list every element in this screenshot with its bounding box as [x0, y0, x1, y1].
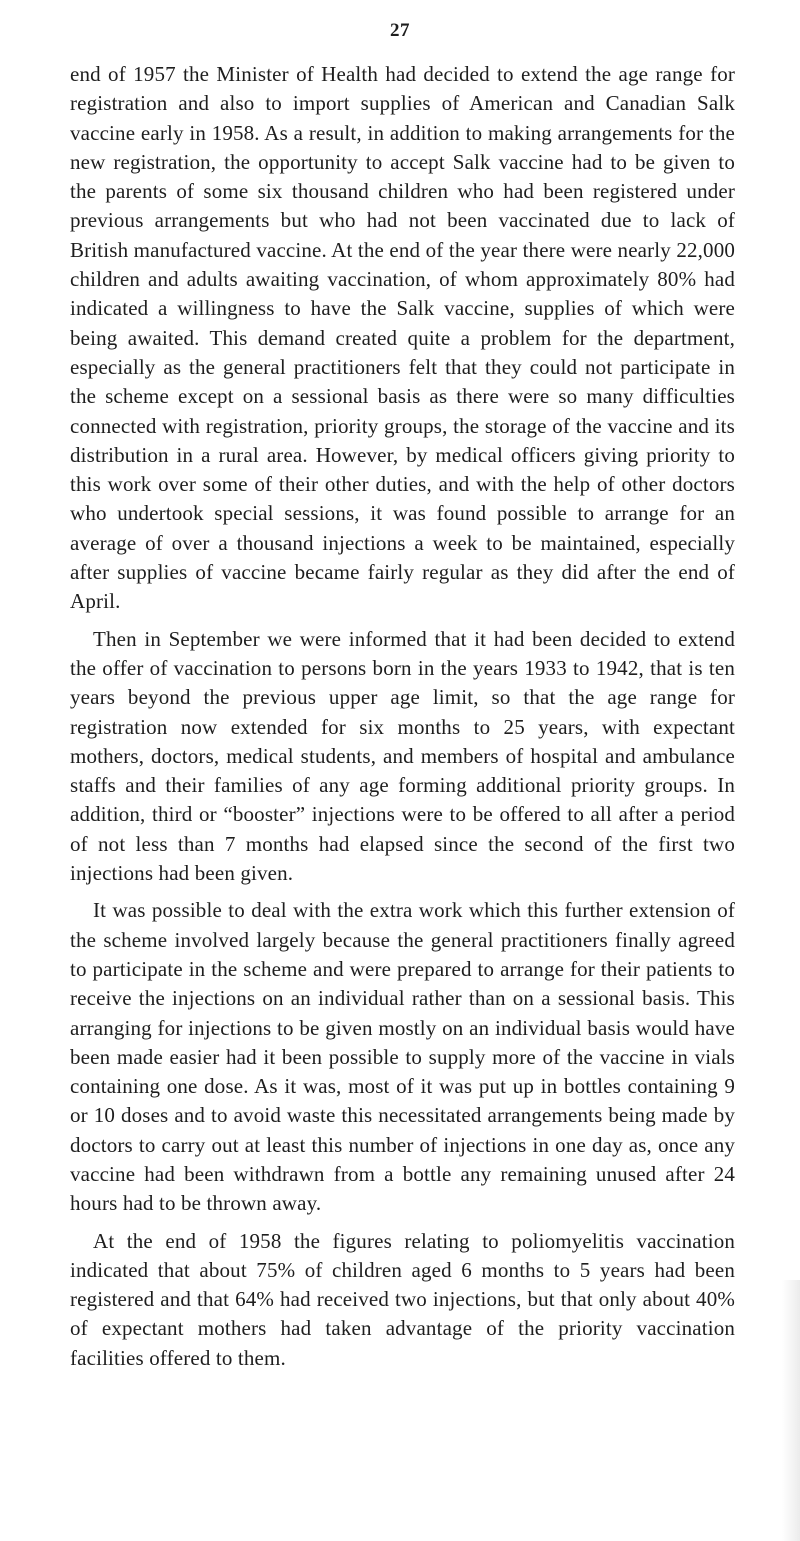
paragraph-1: end of 1957 the Minister of Health had decided to extend the age range for registration and also to import supplies of American and Canadian Salk vaccine early in 1958. As a result, in addition to making arrangements for the new registration, the opportunity to accept Salk vaccine had to be given to the parents of some six thousand children who had been registered under previous arrangements but who had not been vaccinated due to lack of British manufactured vaccine. At the end of the year there were nearly 22,000 children and adults awaiting vaccination, of whom approximately 80% had indicated a willingness to have the Salk vaccine, supplies of which were being awaited. This demand created quite a problem for the department, especially as the general practitioners felt that they could not participate in the scheme except on a sessional basis as there were so many difficulties connected with registration, priority groups, the storage of the vaccine and its distribution in a rural area. However, by medical officers giving priority to this work over some of their other duties, and with the help of other doctors who undertook special sessions, it was found possible to arrange for an average of over a thousand injections a week to be maintained, especially after supplies of vaccine became fairly regular as they did after the end of April. — [70, 62, 735, 614]
paragraph-4: At the end of 1958 the figures relating to poliomyelitis vaccination indicated that about 75% of children aged 6 months to 5 years had been registered and that 64% had received two injections, but that only about 40% of expectant mothers had taken advantage of the priority vaccination facilities offered to them. — [70, 1228, 735, 1370]
paragraph-2: Then in September we were informed that it had been decided to extend the offer of vaccination to persons born in the years 1933 to 1942, that is ten years beyond the previous upper age limit, so that the age range for registration now extended for six months to 25 years, with expectant mothers, doctors, medical students, and members of hospital and ambulance staffs and their families of any age forming additional priority groups. In addition, third or “booster” injections were to be offered to all after a period of not less than 7 months had elapsed since the second of the first two injections had been given. — [70, 626, 735, 886]
body-text — [70, 60, 735, 1381]
page-number: 27 — [390, 20, 410, 41]
paragraph-3: It was possible to deal with the extra work which this further extension of the scheme involved largely because the general practitioners finally agreed to participate in the scheme and were prepared to arrange for their patients to receive the injections on an individual rather than on a sessional basis. This arranging for injections to be given mostly on an individual basis would have been made easier had it been possible to supply more of the vaccine in vials containing one dose. As it was, most of it was put up in bottles containing 9 or 10 doses and to avoid waste this necessitated arrangements being made by doctors to carry out at least this number of injections in one day as, once any vaccine had been withdrawn from a bottle any remaining unused after 24 hours had to be thrown away. — [70, 898, 735, 1216]
page-edge-shadow — [782, 1280, 800, 1541]
